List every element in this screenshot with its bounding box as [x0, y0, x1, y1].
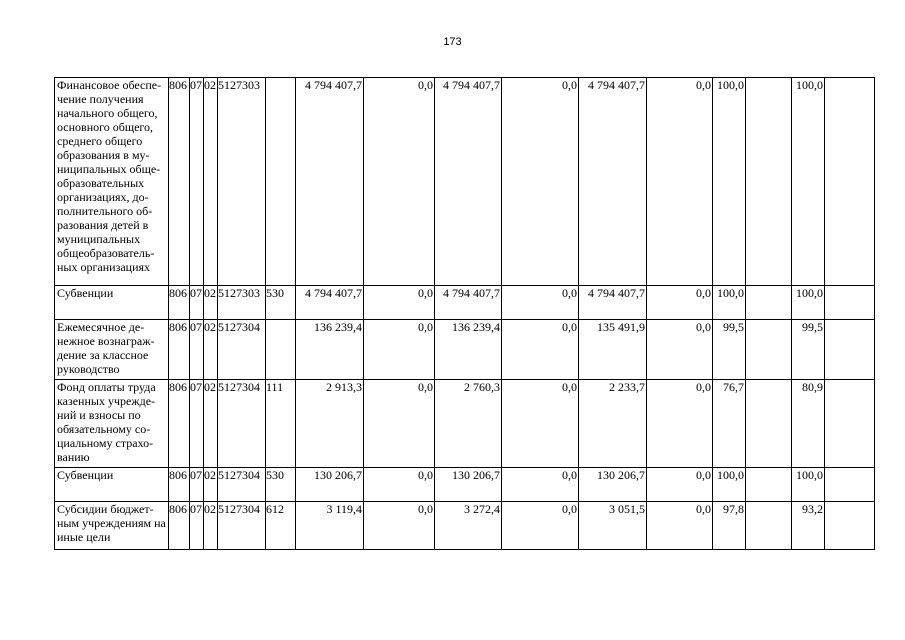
empty-cell	[746, 320, 792, 380]
code-expense-type: 111	[266, 380, 296, 468]
code-ministry: 806	[169, 502, 190, 550]
code-target: 5127304	[218, 380, 266, 468]
percent-2: 80,9	[792, 380, 825, 468]
value-4: 0,0	[502, 380, 579, 468]
value-4: 0,0	[502, 78, 579, 286]
value-6: 0,0	[647, 286, 713, 320]
table-row	[55, 78, 875, 286]
code-target: 5127303	[218, 78, 266, 286]
code-expense-type	[266, 78, 296, 286]
value-6: 0,0	[647, 320, 713, 380]
value-1: 4 794 407,7	[296, 286, 364, 320]
empty-cell	[746, 380, 792, 468]
table-row	[55, 502, 875, 550]
value-4: 0,0	[502, 286, 579, 320]
value-5: 4 794 407,7	[579, 78, 647, 286]
empty-cell	[825, 380, 875, 468]
empty-cell	[746, 468, 792, 502]
value-3: 3 272,4	[435, 502, 502, 550]
value-5: 2 233,7	[579, 380, 647, 468]
percent-2: 93,2	[792, 502, 825, 550]
value-1: 130 206,7	[296, 468, 364, 502]
value-2: 0,0	[364, 502, 435, 550]
code-expense-type: 530	[266, 286, 296, 320]
code-section: 07	[190, 320, 204, 380]
value-6: 0,0	[647, 502, 713, 550]
code-expense-type	[266, 320, 296, 380]
value-6: 0,0	[647, 468, 713, 502]
percent-1: 100,0	[713, 468, 746, 502]
code-section: 07	[190, 286, 204, 320]
code-ministry: 806	[169, 320, 190, 380]
row-name: Ежемесячное де-нежное вознаграж-дение за классное руководство	[55, 320, 169, 380]
empty-cell	[746, 78, 792, 286]
empty-cell	[825, 502, 875, 550]
code-ministry: 806	[169, 380, 190, 468]
empty-cell	[825, 320, 875, 380]
table-row	[55, 320, 875, 380]
code-ministry: 806	[169, 286, 190, 320]
page-number: 173	[443, 36, 462, 48]
code-ministry: 806	[169, 468, 190, 502]
row-name: Субвенции	[55, 286, 169, 320]
code-subsection: 02	[204, 286, 218, 320]
code-target: 5127304	[218, 468, 266, 502]
value-4: 0,0	[502, 502, 579, 550]
value-6: 0,0	[647, 380, 713, 468]
percent-2: 99,5	[792, 320, 825, 380]
empty-cell	[746, 286, 792, 320]
code-expense-type: 530	[266, 468, 296, 502]
value-6: 0,0	[647, 78, 713, 286]
value-3: 136 239,4	[435, 320, 502, 380]
value-2: 0,0	[364, 78, 435, 286]
value-3: 2 760,3	[435, 380, 502, 468]
value-1: 4 794 407,7	[296, 78, 364, 286]
code-target: 5127304	[218, 320, 266, 380]
percent-2: 100,0	[792, 78, 825, 286]
empty-cell	[746, 502, 792, 550]
value-2: 0,0	[364, 380, 435, 468]
code-expense-type: 612	[266, 502, 296, 550]
value-5: 3 051,5	[579, 502, 647, 550]
value-3: 4 794 407,7	[435, 286, 502, 320]
table-row	[55, 286, 875, 320]
percent-1: 99,5	[713, 320, 746, 380]
code-section: 07	[190, 380, 204, 468]
table-row	[55, 380, 875, 468]
code-section: 07	[190, 468, 204, 502]
empty-cell	[825, 286, 875, 320]
budget-table	[54, 77, 875, 550]
percent-1: 100,0	[713, 78, 746, 286]
code-section: 07	[190, 78, 204, 286]
value-2: 0,0	[364, 468, 435, 502]
row-name: Финансовое обеспе-чение получения начального общего, основного общего, среднего общего образования в му-ниципальных обще-образовательных организациях, до-полнительного об-разования детей в муниципальных общеобразователь-ных организациях	[55, 78, 169, 286]
row-name: Субвенции	[55, 468, 169, 502]
percent-1: 100,0	[713, 286, 746, 320]
code-section: 07	[190, 502, 204, 550]
code-subsection: 02	[204, 502, 218, 550]
code-target: 5127304	[218, 502, 266, 550]
value-2: 0,0	[364, 286, 435, 320]
table-row	[55, 468, 875, 502]
code-subsection: 02	[204, 320, 218, 380]
value-4: 0,0	[502, 320, 579, 380]
row-name: Фонд оплаты труда казенных учрежде-ний и взносы по обязательному со-циальному страхо-ванию	[55, 380, 169, 468]
code-target: 5127303	[218, 286, 266, 320]
percent-2: 100,0	[792, 286, 825, 320]
value-1: 136 239,4	[296, 320, 364, 380]
percent-1: 76,7	[713, 380, 746, 468]
value-1: 3 119,4	[296, 502, 364, 550]
code-subsection: 02	[204, 380, 218, 468]
percent-1: 97,8	[713, 502, 746, 550]
code-subsection: 02	[204, 468, 218, 502]
value-5: 135 491,9	[579, 320, 647, 380]
row-name: Субсидии бюджет-ным учреждениям на иные цели	[55, 502, 169, 550]
value-4: 0,0	[502, 468, 579, 502]
value-2: 0,0	[364, 320, 435, 380]
value-5: 4 794 407,7	[579, 286, 647, 320]
code-subsection: 02	[204, 78, 218, 286]
value-1: 2 913,3	[296, 380, 364, 468]
value-3: 4 794 407,7	[435, 78, 502, 286]
value-5: 130 206,7	[579, 468, 647, 502]
percent-2: 100,0	[792, 468, 825, 502]
empty-cell	[825, 78, 875, 286]
value-3: 130 206,7	[435, 468, 502, 502]
code-ministry: 806	[169, 78, 190, 286]
empty-cell	[825, 468, 875, 502]
